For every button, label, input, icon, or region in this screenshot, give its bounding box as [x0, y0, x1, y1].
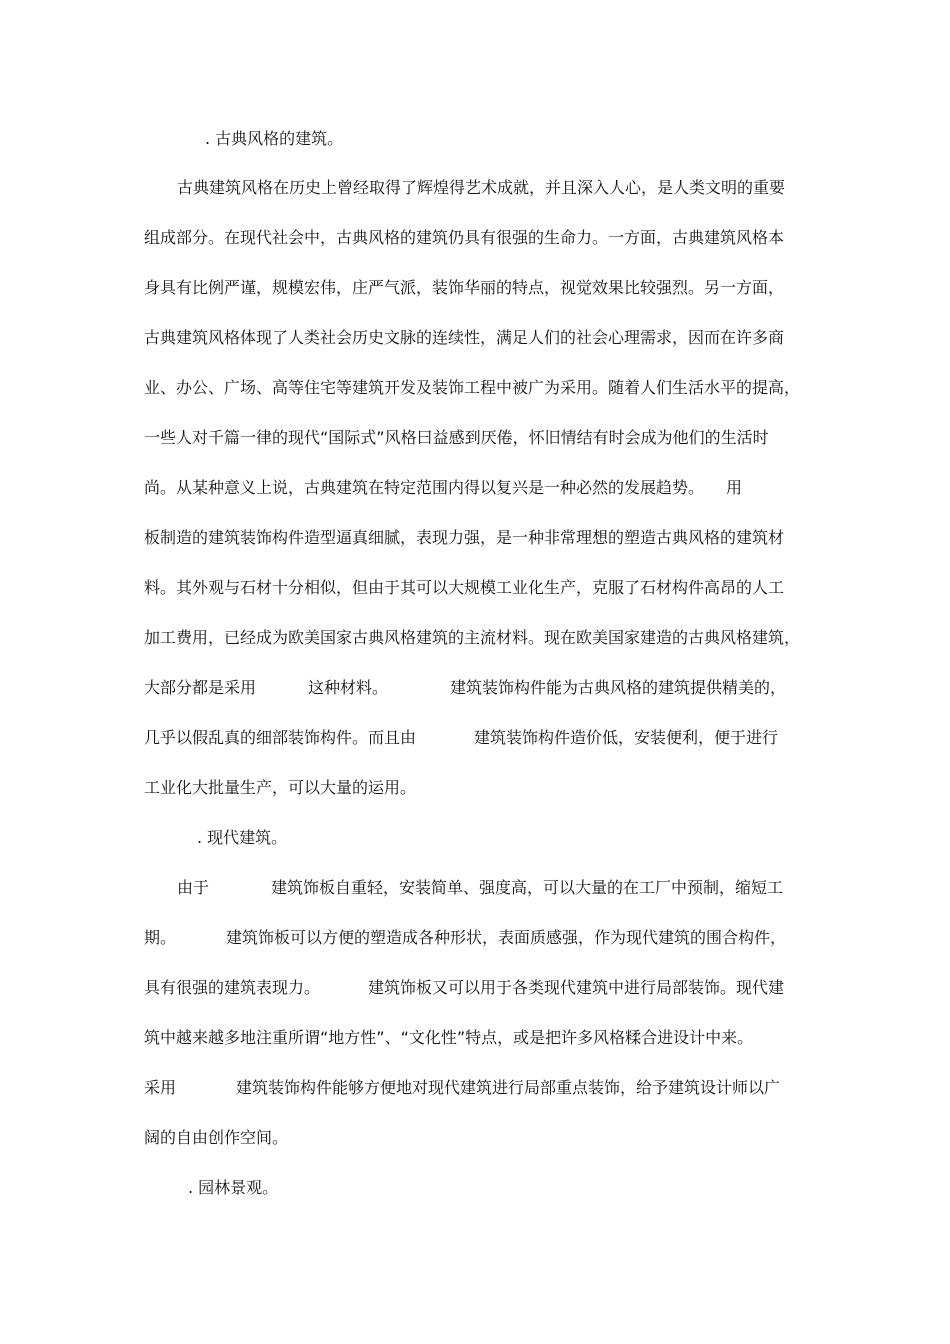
section-heading-classical: . 古典风格的建筑。 [205, 129, 344, 148]
paragraph-line [177, 877, 810, 899]
text-segment: 建筑装饰构件能够方便地对现代建筑进行局部重点装饰，给予建筑设计师以广 [236, 1078, 781, 1097]
paragraph-line: 古典建筑风格体现了人类社会历史文脉的连续性，满足人们的社会心理需求，因而在许多商 [144, 328, 785, 347]
text-segment: 尚。从某种意义上说，古典建筑在特定范围内得以复兴是一种必然的发展趋势。 [144, 478, 705, 497]
text-segment: 建筑饰板可以方便的塑造成各种形状，表面质感强，作为现代建筑的围合构件， [226, 928, 787, 947]
paragraph-line: 业、办公、广场、高等住宅等建筑开发及装饰工程中被广为采用。随着人们生活水平的提高， [144, 378, 801, 397]
text-segment: 建筑饰板又可以用于各类现代建筑中进行局部装饰。现代建 [368, 978, 785, 997]
paragraph-line [144, 677, 810, 699]
text-segment: 建筑装饰构件能为古典风格的建筑提供精美的， [450, 678, 787, 697]
text-segment: 采用 [144, 1078, 177, 1097]
text-segment: 建筑饰板自重轻，安装简单、强度高，可以大量的在工厂中预制，缩短工 [271, 878, 784, 897]
text-segment: 用 [726, 478, 743, 497]
paragraph-line [144, 727, 810, 749]
paragraph-line: 筑中越来越多地注重所谓“地方性”、“文化性”特点，或是把许多风格糅合进设计中来。 [144, 1028, 754, 1047]
paragraph-line [144, 977, 810, 999]
paragraph-line [144, 1077, 810, 1099]
section-heading-modern: . 现代建筑。 [197, 828, 288, 847]
paragraph-line: 工业化大批量生产，可以大量的运用。 [144, 778, 417, 797]
paragraph-line: 阔的自由创作空间。 [144, 1128, 289, 1147]
text-segment: 由于 [177, 878, 210, 897]
text-segment: 这种材料。 [308, 678, 389, 697]
text-segment: 期。 [144, 928, 177, 947]
paragraph-line [144, 927, 810, 949]
text-segment: 具有很强的建筑表现力。 [144, 978, 321, 997]
paragraph-line [144, 477, 810, 499]
text-segment: 建筑装饰构件造价低，安装便利，便于进行 [474, 728, 779, 747]
paragraph-line: 料。其外观与石材十分相似，但由于其可以大规模工业化生产，克服了石材构件高昂的人工 [144, 578, 785, 597]
paragraph-line: 加工费用，已经成为欧美国家古典风格建筑的主流材料。现在欧美国家建造的古典风格建筑， [144, 628, 801, 647]
section-heading-landscape: . 园林景观。 [188, 1178, 279, 1197]
paragraph-line: 板制造的建筑装饰构件造型逼真细腻，表现力强，是一种非常理想的塑造古典风格的建筑材 [144, 528, 785, 547]
text-segment: 几乎以假乱真的细部装饰构件。而且由 [144, 728, 417, 747]
paragraph-line: 古典建筑风格在历史上曾经取得了辉煌得艺术成就，并且深入人心，是人类文明的重要 [177, 178, 786, 197]
paragraph-line: 一些人对千篇一律的现代“国际式”风格曰益感到厌倦，怀旧情结有时会成为他们的生活时 [144, 428, 769, 447]
paragraph-line: 身具有比例严谨，规模宏伟，庄严气派，装饰华丽的特点，视觉效果比较强烈。另一方面， [144, 278, 785, 297]
paragraph-line: 组成部分。在现代社会中，古典风格的建筑仍具有很强的生命力。一方面，古典建筑风格本 [144, 228, 785, 247]
text-segment: 大部分都是采用 [144, 678, 257, 697]
